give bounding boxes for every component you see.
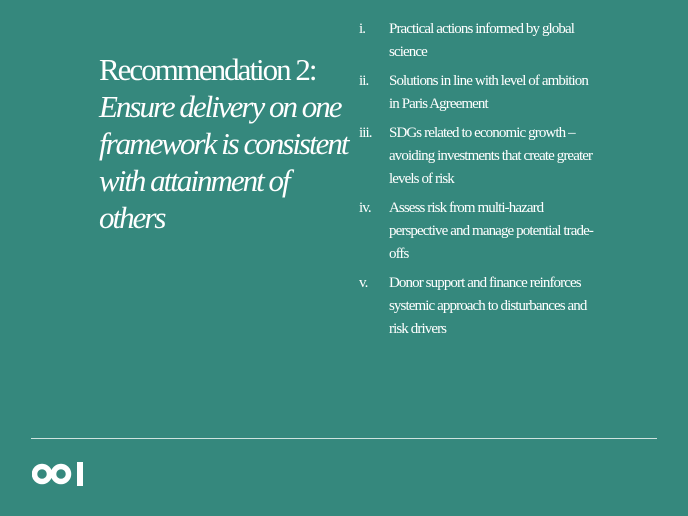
- list-text: Practical actions informed by global science: [389, 21, 575, 60]
- list-item: [359, 70, 599, 116]
- footer-divider: [31, 438, 657, 439]
- list-numeral: v.: [359, 275, 368, 291]
- list-numeral: ii.: [359, 73, 369, 89]
- slide-heading: [99, 51, 351, 236]
- list-text: Assess risk from multi-hazard perspective and manage potential trade-offs: [389, 200, 593, 262]
- list-text: Donor support and finance reinforces systemic approach to disturbances and risk drivers: [389, 275, 587, 337]
- list-text: SDGs related to economic growth – avoiding investments that create greater levels of risk: [389, 125, 593, 187]
- list-text: Solutions in line with level of ambition in Paris Agreement: [389, 73, 588, 112]
- list-item: [359, 122, 599, 191]
- list-item: [359, 197, 599, 266]
- list-item: [359, 272, 599, 341]
- recommendation-title: Recommendation 2:: [99, 52, 316, 87]
- odi-logo-icon: [32, 458, 88, 490]
- list-numeral: iii.: [359, 125, 372, 141]
- list-item: [359, 18, 599, 64]
- list-numeral: iv.: [359, 200, 371, 216]
- list-numeral: i.: [359, 21, 366, 37]
- recommendation-list: [359, 18, 599, 347]
- recommendation-subtitle: Ensure delivery on one framework is consistent with attainment of others: [99, 89, 348, 235]
